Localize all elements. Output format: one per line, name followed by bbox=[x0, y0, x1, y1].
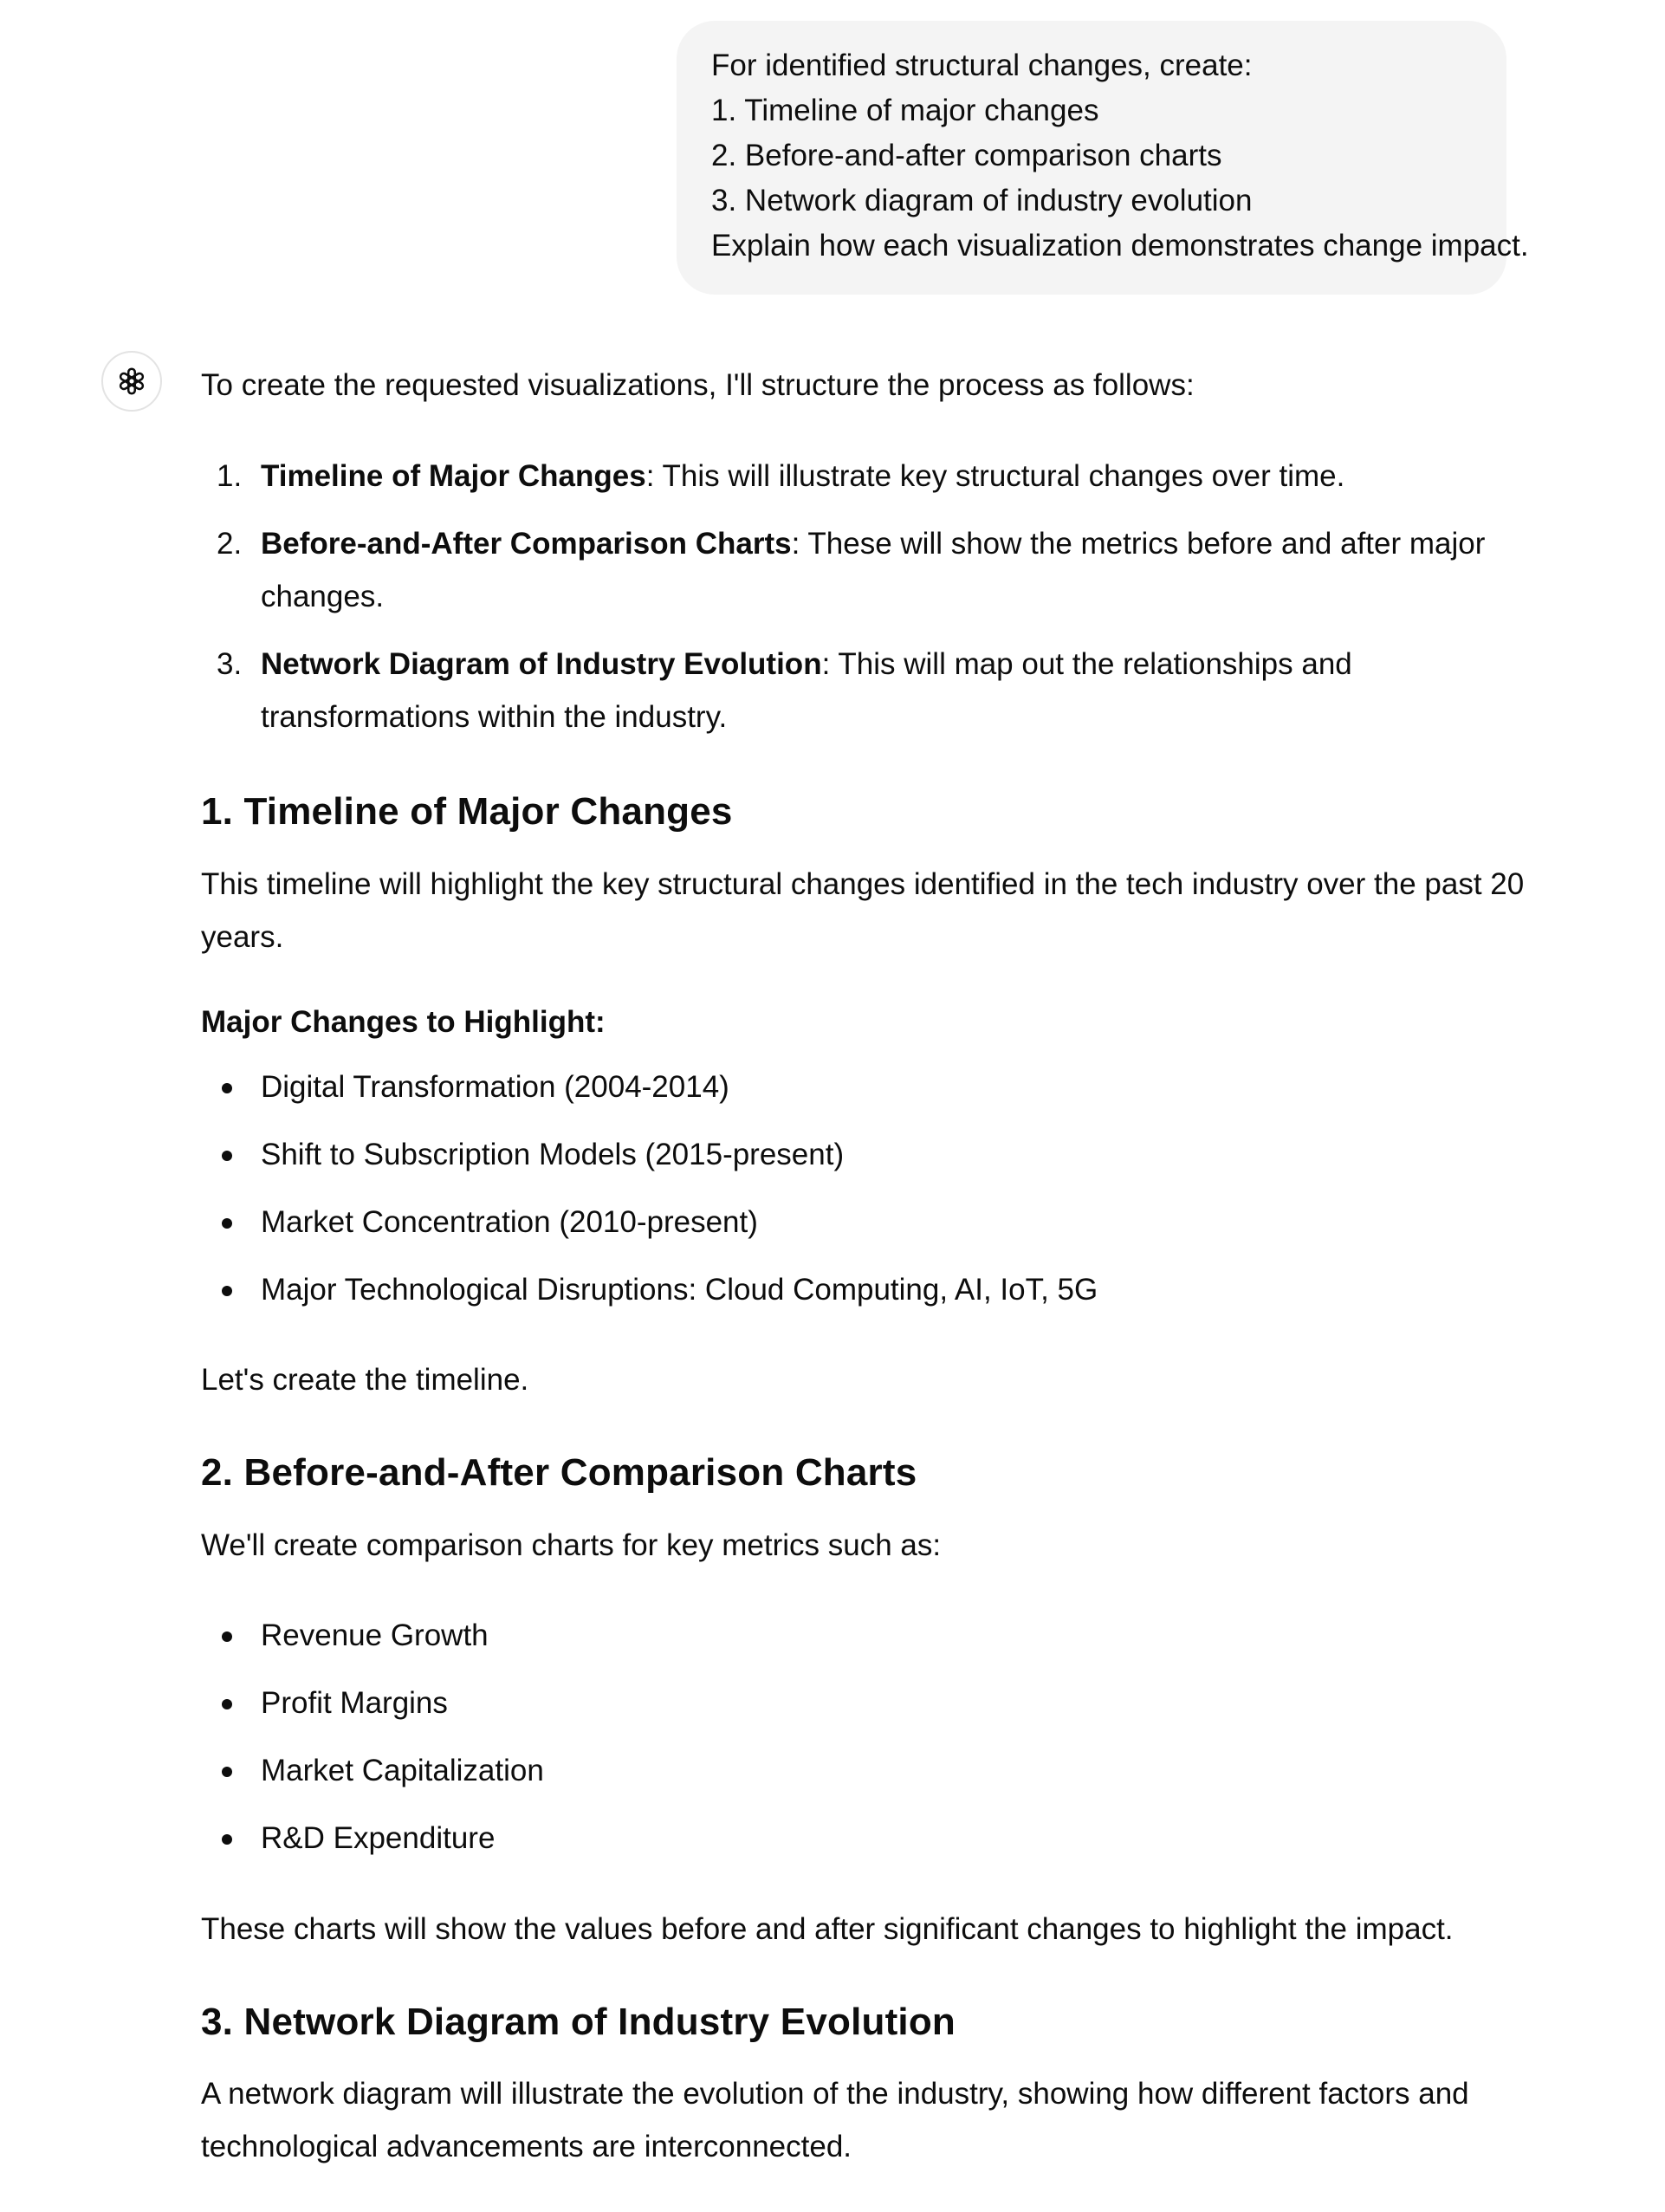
user-message-line: 2. Before-and-after comparison charts bbox=[711, 139, 1222, 172]
bullet-dot bbox=[222, 1834, 232, 1845]
bullet-dot bbox=[222, 1699, 232, 1709]
user-message-line: 3. Network diagram of industry evolution bbox=[711, 184, 1253, 217]
step-number: 3. bbox=[217, 647, 243, 681]
list-item-text: R&D Expenditure bbox=[261, 1821, 496, 1855]
user-message-line: Explain how each visualization demonstrates change impact. bbox=[711, 229, 1529, 263]
user-message-bubble bbox=[677, 21, 1529, 295]
list-item bbox=[201, 1263, 1552, 1316]
user-message-line: For identified structural changes, create: bbox=[711, 49, 1253, 82]
step-title: Timeline of Major Changes bbox=[261, 459, 646, 493]
bullet-dot bbox=[222, 1151, 232, 1161]
step-text: : This will illustrate key structural changes over time. bbox=[645, 459, 1345, 493]
list-item bbox=[201, 1812, 1552, 1865]
step-number: 1. bbox=[217, 459, 243, 493]
list-item-text: Digital Transformation (2004-2014) bbox=[261, 1070, 729, 1104]
list-item bbox=[201, 1744, 1552, 1797]
bullet-dot bbox=[222, 1631, 232, 1642]
section-heading-timeline: 1. Timeline of Major Changes bbox=[201, 790, 733, 833]
section-subheading: Major Changes to Highlight: bbox=[201, 1005, 606, 1039]
bullet-dot bbox=[222, 1767, 232, 1777]
bullet-dot bbox=[222, 1286, 232, 1296]
section-closing: Let's create the timeline. bbox=[201, 1363, 529, 1397]
intro-paragraph: To create the requested visualizations, I'll structure the process as follows: bbox=[201, 368, 1195, 402]
step-text: : These will show the metrics before and after major changes. bbox=[261, 527, 1486, 613]
step-text: : This will map out the relationships and transformations within the industry. bbox=[261, 647, 1352, 734]
section-paragraph: A network diagram will illustrate the evolution of the industry, showing how different factors and technological advancements are interconnected. bbox=[201, 2077, 1469, 2163]
list-item bbox=[201, 1061, 1552, 1113]
list-item-text: Major Technological Disruptions: Cloud Computing, AI, IoT, 5G bbox=[261, 1273, 1098, 1307]
list-item bbox=[201, 1196, 1552, 1249]
bullet-dot bbox=[222, 1218, 232, 1229]
list-item bbox=[201, 1609, 1552, 1662]
step-number: 2. bbox=[217, 527, 243, 561]
step-item bbox=[201, 638, 1552, 743]
section-paragraph: This timeline will highlight the key structural changes identified in the tech industry over the past 20 years. bbox=[201, 867, 1525, 954]
section-closing: These charts will show the values before and after significant changes to highlight the impact. bbox=[201, 1912, 1454, 1946]
list-item-text: Market Concentration (2010-present) bbox=[261, 1205, 758, 1239]
user-message-line: 1. Timeline of major changes bbox=[711, 94, 1099, 127]
step-item bbox=[201, 517, 1552, 623]
section-heading-comparison: 2. Before-and-After Comparison Charts bbox=[201, 1451, 917, 1494]
step-item bbox=[201, 450, 1552, 503]
openai-logo-icon bbox=[113, 363, 150, 399]
list-item bbox=[201, 1677, 1552, 1729]
assistant-avatar bbox=[101, 351, 162, 412]
section-paragraph: We'll create comparison charts for key metrics such as: bbox=[201, 1528, 942, 1562]
list-item-text: Profit Margins bbox=[261, 1686, 448, 1720]
bullet-dot bbox=[222, 1083, 232, 1093]
section-heading-network: 3. Network Diagram of Industry Evolution bbox=[201, 2001, 956, 2043]
step-title: Network Diagram of Industry Evolution bbox=[261, 647, 822, 681]
list-item-text: Shift to Subscription Models (2015-present) bbox=[261, 1138, 845, 1171]
list-item-text: Revenue Growth bbox=[261, 1618, 489, 1652]
step-title: Before-and-After Comparison Charts bbox=[261, 527, 792, 561]
list-item bbox=[201, 1128, 1552, 1181]
list-item-text: Market Capitalization bbox=[261, 1754, 544, 1787]
